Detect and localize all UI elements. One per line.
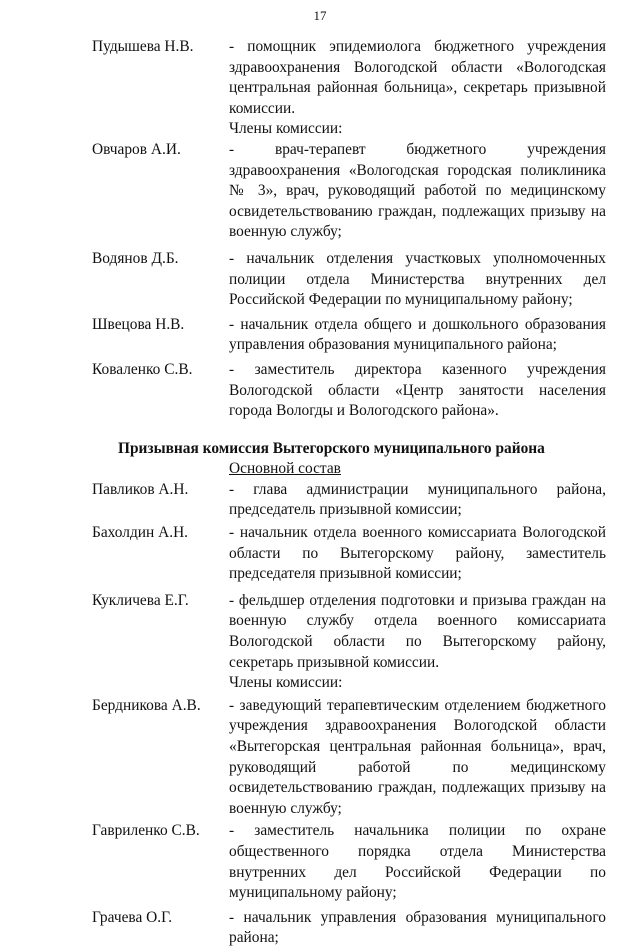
- member-description: - заместитель директора казенного учреждения Вологодской области «Центр занятости населения города Вологды и Вологодского района».: [229, 360, 606, 420]
- member-description: - заведующий терапевтическим отделением бюджетного учреждения здравоохранения Вологодской области «Вытегорская центральная районная больница», врач, руководящий работой по медицинскому освидетельствованию граждан, подлежащих призыву на военную службу;: [229, 696, 606, 817]
- member-name: Бердникова А.В.: [92, 696, 201, 714]
- member-entry: [0, 523, 640, 585]
- member-description: - помощник эпидемиолога бюджетного учреждения здравоохранения Вологодской области «Вологодская центральная районная больница», секретарь призывной комиссии.: [229, 38, 606, 117]
- member-description: - начальник отдела общего и дошкольного образования управления образования муниципального района;: [229, 315, 606, 354]
- member-description: - начальник отдела военного комиссариата Вологодской области по Вытегорскому району, заместитель председателя призывной комиссии;: [229, 524, 606, 583]
- member-description: - глава администрации муниципального района, председатель призывной комиссии;: [229, 480, 606, 519]
- section-subheading: Основной состав: [229, 460, 341, 478]
- member-name: Бахолдин А.Н.: [92, 524, 189, 542]
- member-entry: [0, 249, 640, 311]
- member-entry: [0, 696, 640, 820]
- members-label: Члены комиссии:: [229, 120, 343, 138]
- page-number: 17: [313, 8, 327, 23]
- member-description: - начальник управления образования муниципального района;: [229, 908, 606, 947]
- member-entry: [0, 140, 640, 243]
- member-description: - фельдшер отделения подготовки и призыва граждан на военную службу отдела военного комиссариата Вологодской области по Вытегорскому району, секретарь призывной комиссии.: [229, 591, 606, 671]
- member-name: Гавриленко С.В.: [92, 822, 200, 840]
- member-name: Коваленко С.В.: [92, 360, 193, 378]
- member-entry: [0, 821, 640, 903]
- member-name: Пудышева Н.В.: [92, 38, 194, 55]
- member-entry: [0, 360, 640, 422]
- member-entry: [0, 315, 640, 356]
- member-entry: [0, 480, 640, 521]
- member-name: Водянов Д.Б.: [92, 249, 179, 267]
- member-entry: [0, 908, 640, 949]
- member-description: - начальник отделения участковых уполномоченных полиции отдела Министерства внутренних дел Российской Федерации по муниципальному району;: [229, 249, 606, 309]
- member-name: Швецова Н.В.: [92, 315, 185, 333]
- member-name: Овчаров А.И.: [92, 140, 181, 158]
- member-name: Павликов А.Н.: [92, 480, 189, 498]
- member-entry: [0, 37, 640, 119]
- members-label: Члены комиссии:: [229, 674, 343, 692]
- member-description: - заместитель начальника полиции по охране общественного порядка отдела Министерства внутренних дел Российской Федерации по муниципальному району;: [229, 822, 606, 902]
- member-name: Кукличева Е.Г.: [92, 591, 189, 609]
- member-description: - врач-терапевт бюджетного учреждения здравоохранения «Вологодская городская поликлиника № 3», врач, руководящий работой по медицинскому освидетельствованию граждан, подлежащих призыву на военную службу;: [229, 140, 606, 241]
- section-heading: Призывная комиссия Вытегорского муниципального района: [118, 439, 545, 457]
- document-content: [0, 37, 640, 949]
- member-entry: [0, 591, 640, 673]
- member-name: Грачева О.Г.: [92, 908, 173, 926]
